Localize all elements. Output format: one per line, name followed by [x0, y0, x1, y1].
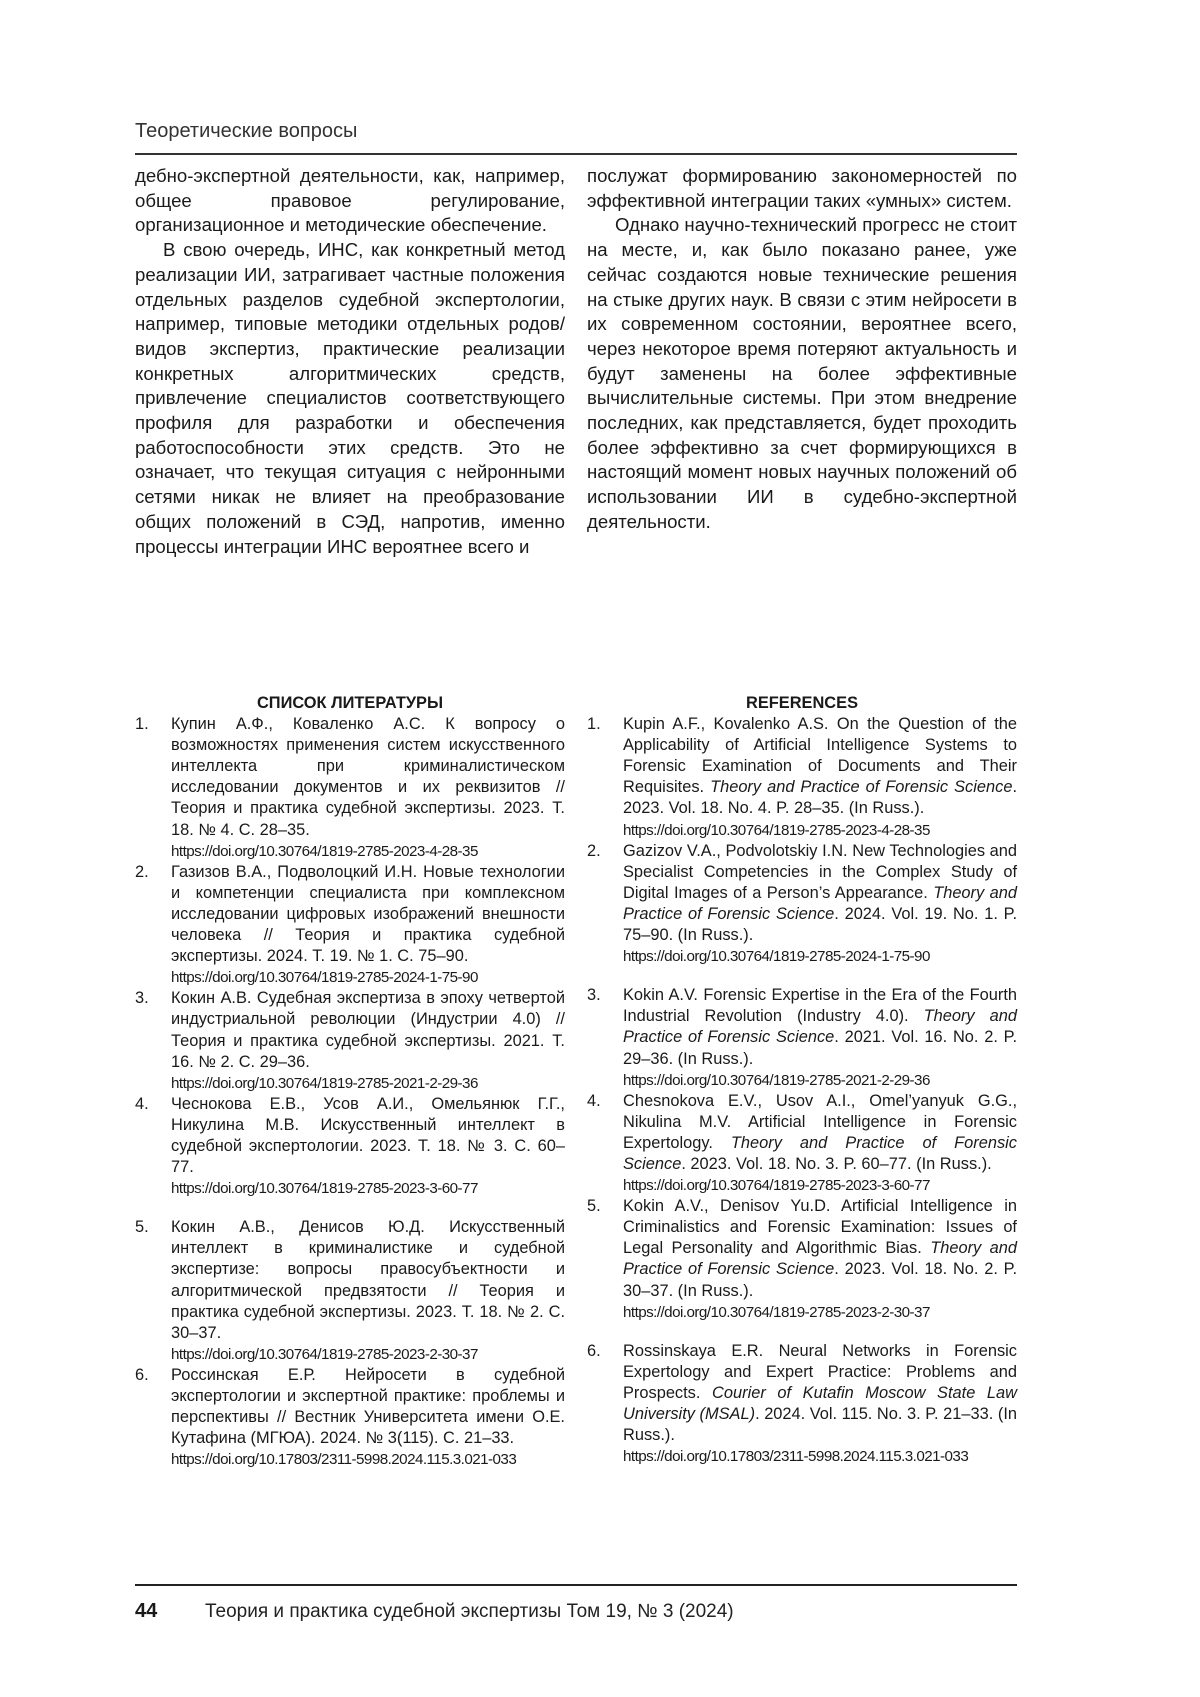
- reference-number: 1.: [135, 715, 149, 734]
- reference-text: Kokin A.V., Denisov Yu.D. Artificial Intelligence in Criminalistics and Forensic Examination: Issues of Legal Personality and Algorithmic Bias.: [623, 1197, 1017, 1258]
- reference-item: [587, 1196, 1017, 1323]
- reference-item: [587, 1341, 1017, 1468]
- reference-doi-link[interactable]: https://doi.org/10.17803/2311-5998.2024.115.3.021-033: [171, 1451, 517, 1469]
- reference-item: [587, 841, 1017, 968]
- body-column-left: [135, 164, 565, 559]
- references-ru: [135, 693, 565, 1470]
- reference-number: 4.: [587, 1091, 601, 1110]
- journal-citation: Теория и практика судебной экспертизы Том 19, № 3 (2024): [205, 1601, 734, 1622]
- reference-item: [135, 1094, 565, 1199]
- reference-journal: Theory and Practice of Forensic Science: [623, 1239, 1017, 1279]
- reference-doi-link[interactable]: https://doi.org/10.30764/1819-2785-2021-2-29-36: [623, 1071, 930, 1089]
- reference-doi-link[interactable]: https://doi.org/10.30764/1819-2785-2021-2-29-36: [171, 1074, 478, 1092]
- reference-doi-link[interactable]: https://doi.org/10.30764/1819-2785-2024-1-75-90: [623, 948, 930, 966]
- reference-body: [171, 1365, 565, 1470]
- reference-body: [623, 985, 1017, 1090]
- reference-number: 6.: [135, 1365, 149, 1384]
- references-en: [587, 693, 1017, 1467]
- reference-journal: Courier of Kutafin Moscow State Law University (MSAL): [623, 1383, 1017, 1423]
- references-en-heading: REFERENCES: [745, 694, 859, 712]
- reference-text-tail: . 2023. Vol. 18. No. 3. P. 60–77. (In Russ.).: [681, 1154, 992, 1173]
- reference-text: Газизов В.А., Подволоцкий И.Н. Новые технологии и компетенции специалиста при комплексном исследовании цифровых изображений внешности человека // Теория и практика судебной экспертизы. 2024. Т. 19. № 1. С. 75–90.: [171, 862, 565, 966]
- reference-body: [171, 1094, 565, 1199]
- references-en-list: [587, 714, 1017, 1467]
- reference-number: 4.: [135, 1094, 149, 1113]
- reference-item: [135, 1365, 565, 1470]
- reference-body: [623, 1196, 1017, 1323]
- reference-item: [135, 988, 565, 1093]
- body-paragraph: дебно-экспертной деятельности, как, например, общее правовое регулирование, организационное и методические обеспечение.: [135, 165, 565, 236]
- reference-text-tail: . 2024. Vol. 115. No. 3. P. 21–33. (In Russ.).: [623, 1405, 1017, 1445]
- reference-item: [135, 714, 565, 862]
- reference-text: Кокин А.В. Судебная экспертиза в эпоху четвертой индустриальной революции (Индустрии 4.0) // Теория и практика судебной экспертизы. 2021. Т. 16. № 2. С. 29–36.: [171, 989, 565, 1071]
- reference-text-tail: . 2024. Vol. 19. No. 1. P. 75–90. (In Russ.).: [623, 904, 1017, 945]
- reference-text-tail: . 2021. Vol. 16. No. 2. P. 29–36. (In Russ.).: [623, 1028, 1017, 1068]
- body-paragraph: В свою очередь, ИНС, как конкретный метод реализации ИИ, затрагивает частные положения отдельных разделов судебной экспертологии, например, типовые методики отдельных родов/видов экспертиз, практические реализации конкретных алгоритмических средств, привлечение специалистов соответствующего профиля для разработки и обеспечения работоспособности этих средств. Это не означает, что текущая ситуация с нейронными сетями никак не влияет на преобразование общих положений в СЭД, напротив, именно процессы интеграции ИНС вероятнее всего и: [135, 239, 565, 557]
- reference-body: [171, 714, 565, 862]
- reference-doi-link[interactable]: https://doi.org/10.30764/1819-2785-2023-4-28-35: [623, 821, 930, 839]
- reference-doi-link[interactable]: https://doi.org/10.30764/1819-2785-2023-4-28-35: [171, 842, 478, 860]
- reference-doi-link[interactable]: https://doi.org/10.30764/1819-2785-2023-3-60-77: [623, 1177, 930, 1195]
- page-number: 44: [135, 1600, 158, 1622]
- reference-number: 1.: [587, 715, 601, 734]
- references-ru-list: [135, 714, 565, 1470]
- reference-doi-link[interactable]: https://doi.org/10.17803/2311-5998.2024.115.3.021-033: [623, 1448, 969, 1466]
- reference-text: Kokin A.V. Forensic Expertise in the Era of the Fourth Industrial Revolution (Industry 4.0).: [623, 986, 1017, 1026]
- reference-number: 2.: [135, 862, 149, 881]
- reference-body: [623, 1341, 1017, 1468]
- reference-text: Rossinskaya E.R. Neural Networks in Forensic Expertology and Expert Practice: Problems and Prospects.: [623, 1341, 1017, 1402]
- reference-text: Kupin A.F., Kovalenko A.S. On the Question of the Applicability of Artificial Intelligence Systems to Forensic Examination of Documents and Their Requisites.: [623, 715, 1017, 797]
- reference-doi-link[interactable]: https://doi.org/10.30764/1819-2785-2023-3-60-77: [171, 1180, 478, 1198]
- running-head: Теоретические вопросы: [135, 120, 358, 142]
- reference-doi-link[interactable]: https://doi.org/10.30764/1819-2785-2023-2-30-37: [171, 1345, 478, 1363]
- reference-item: [135, 862, 565, 989]
- reference-journal: Theory and Practice of Forensic Science: [623, 883, 1017, 923]
- references-ru-heading: СПИСОК ЛИТЕРАТУРЫ: [256, 694, 444, 712]
- reference-text: Chesnokova E.V., Usov A.I., Omel’yanyuk G.G., Nikulina M.V. Artificial Intelligence in Forensic Expertology.: [623, 1091, 1017, 1152]
- reference-number: 3.: [135, 989, 149, 1008]
- reference-gap: [587, 1323, 1017, 1341]
- body-paragraph: Однако научно-технический прогресс не стоит на месте, и, как было показано ранее, уже сейчас создаются новые технические решения на стыке других наук. В связи с этим нейросети в их современном состоянии, вероятнее всего, через некоторое время потеряют актуальность и будут заменены на более эффективные вычислительные системы. При этом внедрение последних, как представляется, будет проходить более эффективно за счет формирующихся в настоящий момент новых научных положений об использовании ИИ в судебно-экспертной деятельности.: [587, 214, 1017, 532]
- reference-body: [623, 1091, 1017, 1196]
- reference-number: 2.: [587, 841, 601, 860]
- body-column-right: [587, 164, 1017, 535]
- reference-doi-link[interactable]: https://doi.org/10.30764/1819-2785-2024-1-75-90: [171, 969, 478, 987]
- reference-text-tail: . 2023. Vol. 18. No. 2. P. 30–37. (In Russ.).: [623, 1260, 1017, 1300]
- reference-item: [587, 985, 1017, 1090]
- reference-text: Чеснокова Е.В., Усов А.И., Омельянюк Г.Г., Никулина М.В. Искусственный интеллект в судебной экспертологии. 2023. Т. 18. № 3. С. 60–77.: [171, 1094, 565, 1177]
- reference-text: Кокин А.В., Денисов Ю.Д. Искусственный интеллект в криминалистике и судебной экспертизе: вопросы правосубъектности и алгоритмической предвзятости // Теория и практика судебной экспертизы. 2023. Т. 18. № 2. С. 30–37.: [171, 1218, 565, 1342]
- reference-item: [135, 1217, 565, 1365]
- reference-body: [171, 862, 565, 989]
- reference-number: 5.: [587, 1197, 601, 1216]
- page-footer: [135, 1600, 734, 1623]
- header-rule: [135, 153, 1017, 155]
- reference-journal: Theory and Practice of Forensic Science: [623, 1133, 1017, 1173]
- reference-number: 3.: [587, 986, 601, 1005]
- reference-text: Россинская Е.Р. Нейросети в судебной экспертологии и экспертной практике: проблемы и перспективы // Вестник Университета имени О.Е. Кутафина (МГЮА). 2024. № 3(115). С. 21–33.: [171, 1365, 565, 1448]
- reference-gap: [135, 1199, 565, 1217]
- footer-rule: [135, 1584, 1017, 1586]
- reference-number: 6.: [587, 1341, 601, 1360]
- reference-text: Gazizov V.A., Podvolotskiy I.N. New Technologies and Specialist Competencies in the Complex Study of Digital Images of a Person’s Appearance.: [623, 841, 1017, 902]
- reference-journal: Theory and Practice of Forensic Science: [710, 778, 1013, 797]
- reference-text: Купин А.Ф., Коваленко А.С. К вопросу о возможностях применения систем искусственного интеллекта при криминалистическом исследовании документов и их реквизитов // Теория и практика судебной экспертизы. 2023. Т. 18. № 4. С. 28–35.: [171, 715, 565, 839]
- reference-item: [587, 1091, 1017, 1196]
- reference-number: 5.: [135, 1218, 149, 1237]
- reference-body: [623, 841, 1017, 968]
- body-paragraph: послужат формированию закономерностей по эффективной интеграции таких «умных» систем.: [587, 165, 1017, 211]
- reference-item: [587, 714, 1017, 841]
- reference-doi-link[interactable]: https://doi.org/10.30764/1819-2785-2023-2-30-37: [623, 1303, 930, 1321]
- reference-body: [171, 1217, 565, 1365]
- reference-journal: Theory and Practice of Forensic Science: [623, 1007, 1017, 1047]
- reference-body: [171, 988, 565, 1093]
- reference-body: [623, 714, 1017, 841]
- reference-gap: [587, 967, 1017, 985]
- reference-text-tail: . 2023. Vol. 18. No. 4. P. 28–35. (In Russ.).: [623, 778, 1017, 818]
